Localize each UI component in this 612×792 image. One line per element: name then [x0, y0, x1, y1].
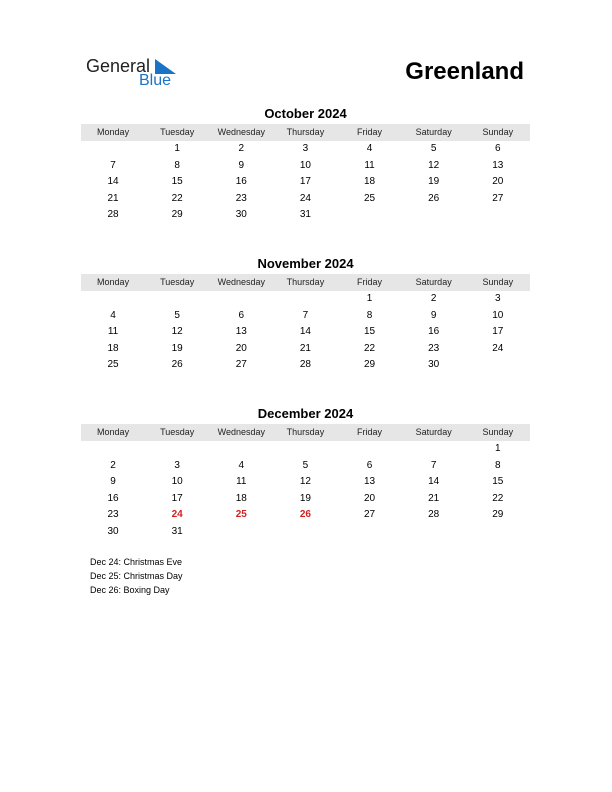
day-cell: [145, 291, 209, 308]
day-cell: 15: [492, 476, 504, 487]
day-cell: 16: [428, 326, 440, 337]
month-grid: [81, 291, 530, 374]
day-cell: 2: [238, 143, 245, 154]
weekday-label: Sunday: [482, 427, 514, 437]
day-cell: 24: [299, 192, 311, 204]
day-cell: 6: [238, 309, 245, 321]
day-cell: 30: [428, 359, 440, 370]
day-cell: 10: [492, 309, 504, 321]
weekday-label: Wednesday: [217, 277, 265, 287]
day-cell: 4: [238, 459, 245, 471]
week-row: [81, 158, 530, 175]
day-cell: 4: [366, 143, 373, 154]
weekday-label: Friday: [357, 127, 383, 137]
day-cell: 2: [110, 459, 116, 471]
day-cell: [402, 207, 466, 224]
weekday-label: Saturday: [415, 277, 452, 287]
weekday-label: Wednesday: [217, 427, 265, 437]
day-cell: 5: [174, 309, 180, 321]
month-december: [81, 406, 530, 540]
day-cell: 16: [235, 176, 247, 187]
day-cell: 17: [299, 176, 311, 187]
day-cell: 21: [107, 192, 119, 204]
day-cell: 13: [492, 159, 504, 171]
day-cell: 11: [364, 159, 375, 171]
day-cell: 23: [235, 192, 247, 204]
month-title: November 2024: [257, 256, 354, 271]
day-cell: 7: [430, 459, 437, 471]
day-cell: 29: [492, 509, 504, 520]
weekday-label: Sunday: [482, 127, 514, 137]
day-cell: 19: [299, 492, 311, 504]
day-cell: 19: [428, 176, 440, 187]
day-cell: [466, 524, 530, 541]
week-row: [81, 458, 530, 475]
day-cell: [338, 207, 402, 224]
weekday-label: Wednesday: [217, 127, 265, 137]
week-row: [81, 357, 530, 374]
day-cell: 30: [107, 525, 119, 537]
day-cell: 23: [107, 509, 119, 520]
day-cell: 18: [364, 176, 376, 187]
day-cell: 28: [428, 509, 440, 520]
weekday-label: Friday: [357, 427, 383, 437]
day-cell: 11: [236, 476, 247, 487]
week-row: [81, 308, 530, 325]
day-cell: 12: [171, 326, 183, 337]
day-cell: 26: [171, 359, 183, 370]
day-cell: [145, 441, 209, 458]
day-cell: 25: [235, 509, 247, 520]
day-cell: 31: [171, 525, 183, 537]
day-cell: 1: [495, 443, 501, 454]
day-cell: 9: [430, 309, 437, 321]
week-row: [81, 341, 530, 358]
day-cell: 22: [171, 192, 183, 204]
day-cell: 5: [302, 459, 309, 471]
day-cell: [402, 524, 466, 541]
day-cell: 19: [171, 342, 183, 354]
day-cell: 25: [107, 359, 119, 370]
day-cell: 2: [430, 293, 437, 304]
day-cell: 3: [174, 459, 180, 471]
week-row: [81, 524, 530, 541]
day-cell: 27: [235, 359, 247, 370]
day-cell: 4: [110, 309, 116, 321]
weekday-label: Thursday: [286, 427, 325, 437]
day-cell: [209, 291, 273, 308]
week-row: [81, 507, 530, 524]
day-cell: 26: [428, 192, 440, 204]
logo-text-blue: Blue: [139, 72, 172, 89]
month-title: October 2024: [264, 106, 347, 121]
day-cell: 23: [428, 342, 440, 354]
day-cell: [338, 524, 402, 541]
day-cell: [209, 524, 273, 541]
month-grid: [81, 441, 530, 540]
weekday-header: [81, 274, 530, 291]
week-row: [81, 324, 530, 341]
day-cell: [81, 441, 145, 458]
day-cell: 7: [302, 309, 309, 321]
day-cell: 31: [299, 209, 311, 220]
month-title: December 2024: [257, 406, 354, 421]
weekday-label: Thursday: [286, 277, 325, 287]
day-cell: 21: [299, 342, 311, 354]
day-cell: 14: [107, 176, 119, 187]
month-october: [81, 106, 530, 224]
day-cell: 9: [110, 476, 116, 487]
weekday-label: Tuesday: [160, 277, 195, 287]
weekday-label: Tuesday: [160, 427, 195, 437]
day-cell: 8: [174, 159, 180, 171]
week-row: [81, 191, 530, 208]
weekday-label: Saturday: [415, 427, 452, 437]
day-cell: 17: [492, 326, 504, 337]
week-row: [81, 474, 530, 491]
day-cell: 11: [107, 326, 119, 337]
month-november: [81, 256, 530, 374]
day-cell: 29: [171, 209, 183, 220]
weekday-label: Tuesday: [160, 127, 195, 137]
day-cell: 27: [492, 192, 504, 204]
day-cell: 9: [238, 159, 245, 171]
day-cell: 20: [235, 342, 247, 354]
holiday-item: Dec 25: Christmas Day: [90, 571, 183, 581]
weekday-label: Monday: [97, 127, 130, 137]
day-cell: 22: [492, 492, 504, 504]
day-cell: [273, 291, 337, 308]
weekday-label: Monday: [97, 277, 130, 287]
day-cell: [81, 291, 145, 308]
day-cell: 15: [364, 326, 376, 337]
day-cell: 20: [492, 176, 504, 187]
logo-text-general: General: [86, 56, 151, 76]
day-cell: 13: [364, 476, 376, 487]
day-cell: [81, 141, 145, 158]
day-cell: 28: [299, 359, 311, 370]
day-cell: [466, 207, 530, 224]
country-title: Greenland: [405, 58, 524, 85]
weekday-label: Saturday: [415, 127, 452, 137]
week-row: [81, 491, 530, 508]
holiday-item: Dec 26: Boxing Day: [90, 585, 170, 595]
day-cell: 14: [428, 476, 440, 487]
day-cell: 10: [171, 476, 183, 487]
day-cell: 16: [107, 492, 119, 504]
day-cell: 6: [495, 143, 501, 154]
holiday-list: [90, 555, 183, 597]
day-cell: 10: [299, 159, 311, 171]
day-cell: 18: [107, 342, 119, 354]
day-cell: [402, 441, 466, 458]
day-cell: 30: [235, 209, 247, 220]
day-cell: 24: [492, 342, 504, 354]
day-cell: [466, 357, 530, 374]
day-cell: 12: [428, 159, 440, 171]
week-row: [81, 141, 530, 158]
day-cell: 1: [366, 293, 373, 304]
day-cell: 20: [364, 492, 376, 504]
generalblue-logo: [86, 56, 186, 92]
weekday-label: Monday: [97, 427, 130, 437]
day-cell: 22: [364, 342, 376, 354]
holiday-item: Dec 24: Christmas Eve: [90, 557, 183, 567]
day-cell: 24: [171, 509, 183, 520]
month-grid: [81, 141, 530, 224]
day-cell: [338, 441, 402, 458]
day-cell: [273, 524, 337, 541]
day-cell: 27: [364, 509, 376, 520]
day-cell: 14: [299, 326, 311, 337]
day-cell: 17: [171, 492, 183, 504]
day-cell: 1: [174, 143, 180, 154]
day-cell: 15: [171, 176, 183, 187]
day-cell: [209, 441, 273, 458]
weekday-header: [81, 124, 530, 141]
day-cell: 13: [235, 326, 247, 337]
day-cell: 3: [302, 143, 309, 154]
day-cell: 12: [299, 476, 311, 487]
week-row: [81, 291, 530, 308]
day-cell: 18: [235, 492, 247, 504]
day-cell: 26: [299, 509, 311, 520]
day-cell: [273, 441, 337, 458]
day-cell: 5: [430, 143, 437, 154]
weekday-label: Sunday: [482, 277, 514, 287]
day-cell: 3: [495, 293, 501, 304]
weekday-label: Thursday: [286, 127, 325, 137]
weekday-header: [81, 424, 530, 441]
day-cell: 8: [495, 459, 501, 471]
day-cell: 8: [366, 309, 373, 321]
day-cell: 7: [110, 159, 116, 171]
week-row: [81, 207, 530, 224]
week-row: [81, 441, 530, 458]
day-cell: 28: [107, 209, 119, 220]
day-cell: 29: [364, 359, 376, 370]
day-cell: 6: [366, 459, 373, 471]
weekday-label: Friday: [357, 277, 383, 287]
week-row: [81, 174, 530, 191]
day-cell: 21: [428, 492, 440, 504]
day-cell: 25: [364, 192, 376, 204]
